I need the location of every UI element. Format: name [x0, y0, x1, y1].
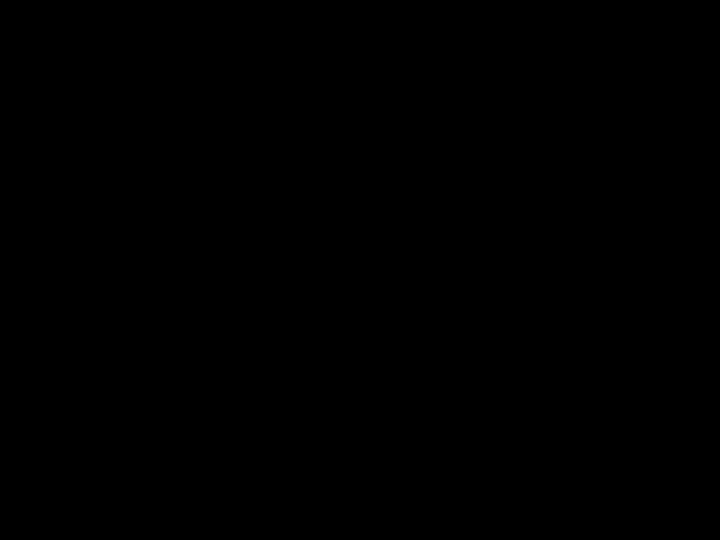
column-header-values: Valori — [225, 66, 287, 91]
row-thermal-cause: Caratteristico dei materiali a bassa densità è favorito dal chimismo del crisolito. — [438, 154, 684, 183]
row-workability-property: Lavorabilità (filabilità) — [6, 211, 132, 224]
row-surface-cause: Trattandosi di fibre monodimensionali di dimensioni molto piccole (generalmente con dimetro inferiore ad 1 μm e lunghezza 2-10 μm), la superficie specifica è molto alta. — [438, 342, 681, 417]
footer-note: A queste va aggiunto il fatto che è una nuova materia prima naturale di basso costo! — [7, 430, 541, 445]
row-surface-property: Grande superficie Specifica — [6, 342, 108, 371]
row-elastic-cause: Possibilità di "stirare" la fibra lungo il suo asse maggiore per rottura ponti idrogeno e scivolamento degli strati TO. — [438, 284, 685, 328]
row-density-value: d = 2.55g/cm ³ — [222, 97, 308, 110]
row-workability-cause: Dovuta all'abito ASBESTIFORME (aggregati di fibrille a formare fibre flessuose) — [438, 211, 683, 240]
row-elastic-property: Alto modulo elastico e res. alla trazione Rt. — [6, 284, 133, 313]
row-workability-value: Eccellente con possibilità di ottenere fibre industriali con Φ ≈ 0.1-1 μm — [222, 211, 398, 255]
row-surface-value: Misura superficie specifica con BET (N₂): 20-40 m²/g — [222, 342, 398, 371]
row-thermal-value: Conducibilità termica: <0.1 Kcal/m² — [222, 154, 379, 183]
slide-title: Proprietà dell'amianto — [203, 34, 475, 62]
column-header-property: Proprietà — [5, 66, 105, 91]
row-elastic-value: Rt = 490-1961 MPa — [222, 284, 333, 297]
column-header-causes: Cause — [468, 66, 536, 91]
row-density-property: Bassa densità — [6, 97, 86, 110]
row-thermal-property: Basso coefficiente di trasmissione termica. — [6, 154, 130, 183]
row-density-cause: E' un fillosilicato di Mg e Si con interstrato vuoto (?) e cavità centrale attorno alla fibrilla — [438, 97, 679, 141]
